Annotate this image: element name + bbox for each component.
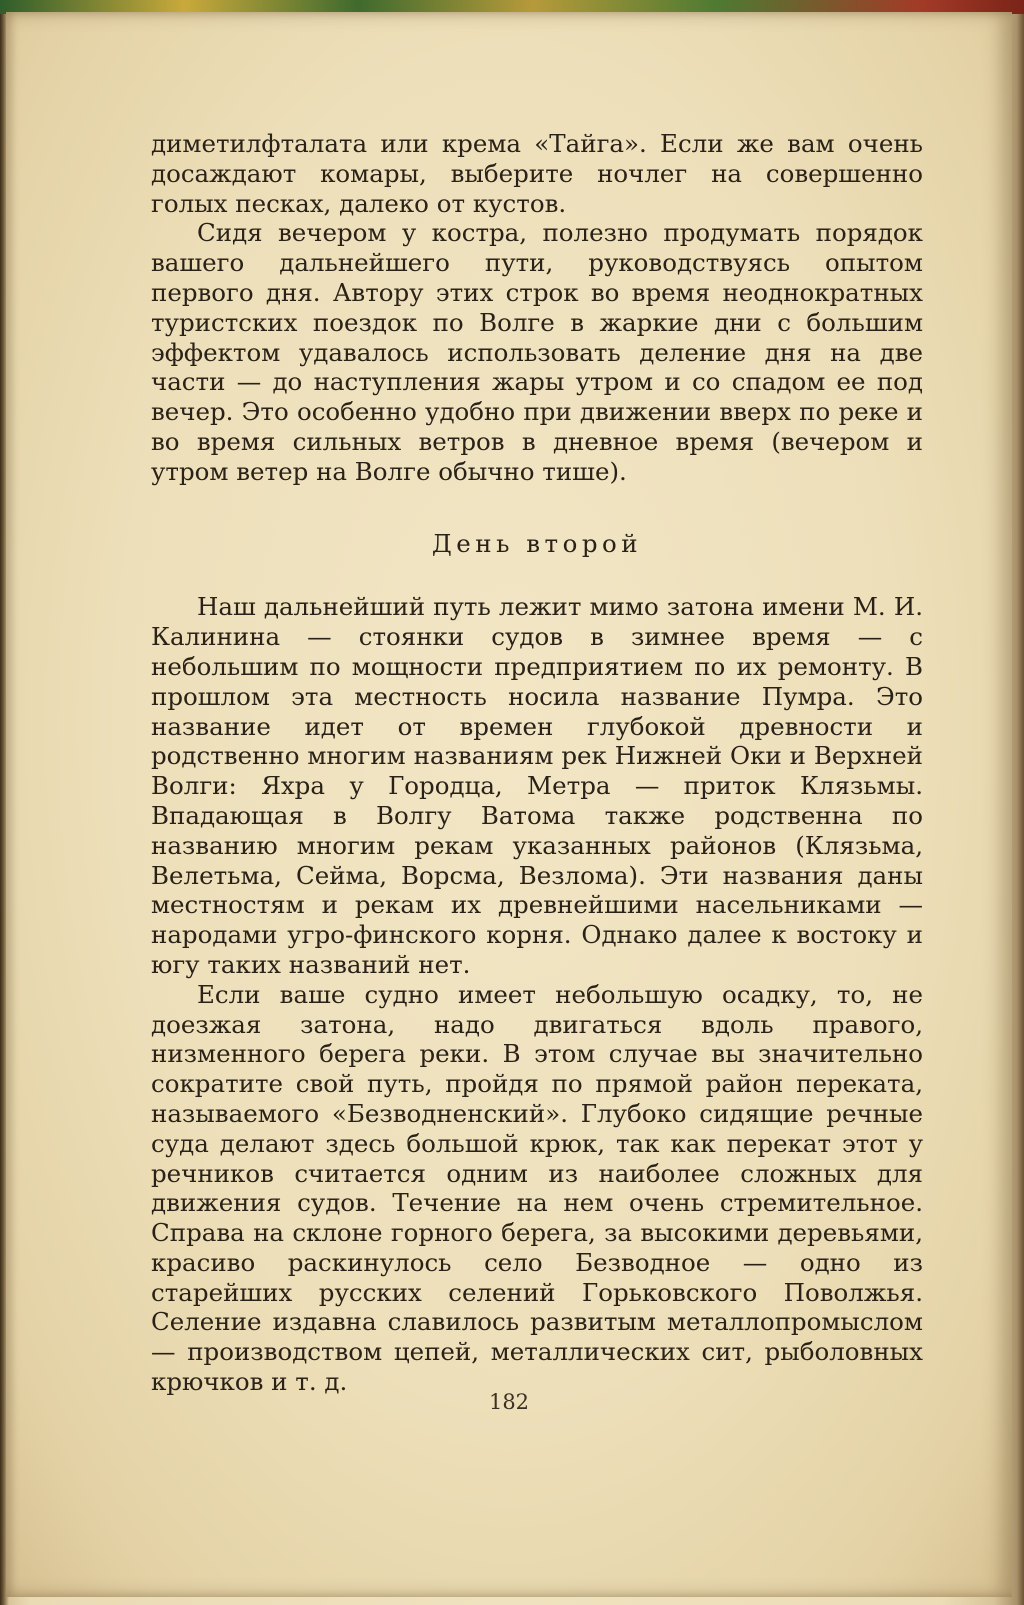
paragraph-3: Наш дальнейший путь лежит мимо затона имени М. И. Калинина — стоянки судов в зимнее время — с небольшим по мощности предприятием по их ремонту. В прошлом эта местность носила название Пумра. Это название идет от времен глубокой древности и родственно многим названиям рек Нижней Оки и Верхней Волги: Яхра у Городца, Метра — приток Клязьмы. Впадающая в Волгу Ватома также родственна по названию многим рекам указанных районов (Клязьма, Велетьма, Сейма, Ворсма, Везлома). Эти названия даны местностям и рекам их древнейшими насельниками — народами угро-финского корня. Однако далее к востоку и югу таких названий нет. <box>151 592 923 979</box>
body-text <box>151 129 923 1397</box>
paragraph-1: диметилфталата или крема «Тайга». Если же вам очень досаждают комары, выберите ночлег на совершенно голых песках, далеко от кустов. <box>151 129 923 218</box>
page-sheet <box>6 12 1012 1597</box>
section-heading: День второй <box>431 528 643 558</box>
page-number: 182 <box>488 1390 530 1414</box>
paragraph-4: Если ваше судно имеет небольшую осадку, то, не доезжая затона, надо двигаться вдоль правого, низменного берега реки. В этом случае вы значительно сократите свой путь, пройдя по прямой район переката, называемого «Безводненский». Глубоко сидящие речные суда делают здесь большой крюк, так как перекат этот у речников считается одним из наиболее сложных для движения судов. Течение на нем очень стремительное. Справа на склоне горного берега, за высокими деревьями, красиво раскинулось село Безводное — одно из старейших русских селений Горьковского Поволжья. Селение издавна славилось развитым металлопромыслом — производством цепей, металлических сит, рыболовных крючков и т. д. <box>151 979 923 1397</box>
paragraph-2: Сидя вечером у костра, полезно продумать порядок вашего дальнейшего пути, руководствуясь опытом первого дня. Автору этих строк во время неоднократных туристских поездок по Волге в жаркие дни с большим эффектом удавалось использовать деление дня на две части — до наступления жары утром и со спадом ее под вечер. Это особенно удобно при движении вверх по реке и во время сильных ветров в дневное время (вечером и утром ветер на Волге обычно тише). <box>151 218 923 486</box>
